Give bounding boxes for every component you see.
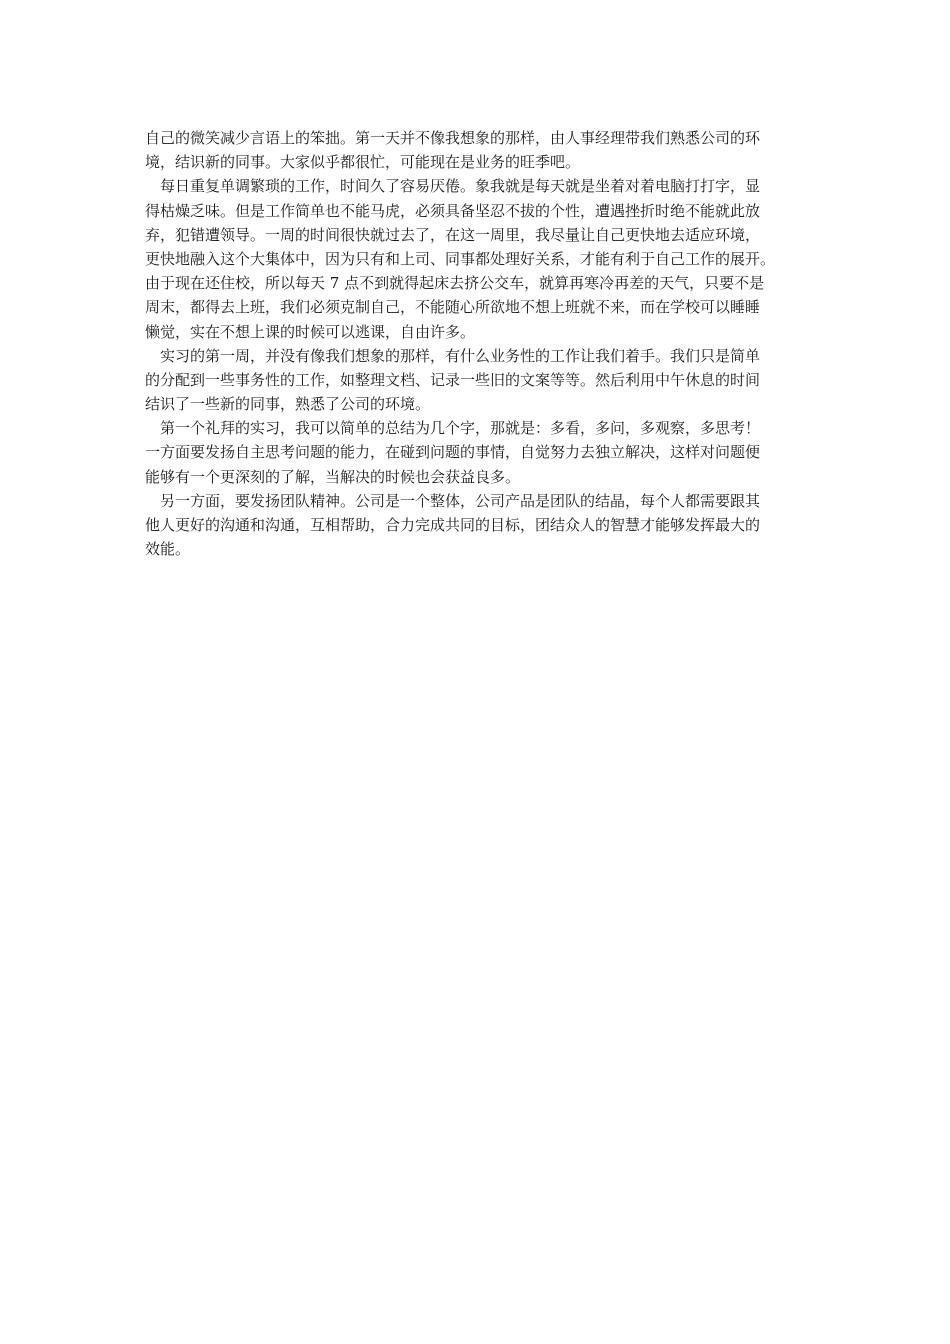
text-line: 每日重复单调繁琐的工作，时间久了容易厌倦。象我就是每天就是坐着对着电脑打打字，显 xyxy=(145,177,761,196)
text-line: 得枯燥乏味。但是工作简单也不能马虎，必须具备坚忍不拔的个性，遭遇挫折时绝不能就此放 xyxy=(145,201,761,220)
text-line: 结识了一些新的同事，熟悉了公司的环境。 xyxy=(145,395,431,414)
text-line: 能够有一个更深刻的了解，当解决的时候也会获益良多。 xyxy=(145,467,521,486)
text-line: 效能。 xyxy=(145,540,191,559)
text-line: 一方面要发扬自主思考问题的能力，在碰到问题的事情，自觉努力去独立解决，这样对问题便 xyxy=(145,443,761,462)
text-line: 另一方面，要发扬团队精神。公司是一个整体，公司产品是团队的结晶，每个人都需要跟其 xyxy=(145,491,761,510)
text-line: 弃，犯错遭领导。一周的时间很快就过去了，在这一周里，我尽量让自己更快地去适应环境， xyxy=(145,225,761,244)
text-line: 懒觉，实在不想上课的时候可以逃课，自由许多。 xyxy=(145,322,476,341)
text-line: 第一个礼拜的实习，我可以简单的总结为几个字，那就是：多看，多问，多观察，多思考！ xyxy=(145,419,761,438)
text-line: 的分配到一些事务性的工作，如整理文档、记录一些旧的文案等等。然后利用中午休息的时间 xyxy=(145,370,761,389)
text-line: 他人更好的沟通和沟通，互相帮助，合力完成共同的目标，团结众人的智慧才能够发挥最大的 xyxy=(145,516,761,534)
body-text xyxy=(145,126,825,561)
text-line: 实习的第一周，并没有像我们想象的那样，有什么业务性的工作让我们着手。我们只是简单 xyxy=(145,346,761,365)
text-line: 周末，都得去上班，我们必须克制自己，不能随心所欲地不想上班就不来，而在学校可以睡睡 xyxy=(145,298,761,317)
text-line: 由于现在还住校，所以每天 7 点不到就得起床去挤公交车，就算再寒冷再差的天气，只要不是 xyxy=(145,274,765,293)
text-line: 自己的微笑减少言语上的笨拙。第一天并不像我想象的那样，由人事经理带我们熟悉公司的环 xyxy=(145,129,761,147)
text-line: 境，结识新的同事。大家似乎都很忙，可能现在是业务的旺季吧。 xyxy=(145,153,581,172)
text-line: 更快地融入这个大集体中，因为只有和上司、同事都处理好关系，才能有利于自己工作的展开。 xyxy=(145,249,776,268)
